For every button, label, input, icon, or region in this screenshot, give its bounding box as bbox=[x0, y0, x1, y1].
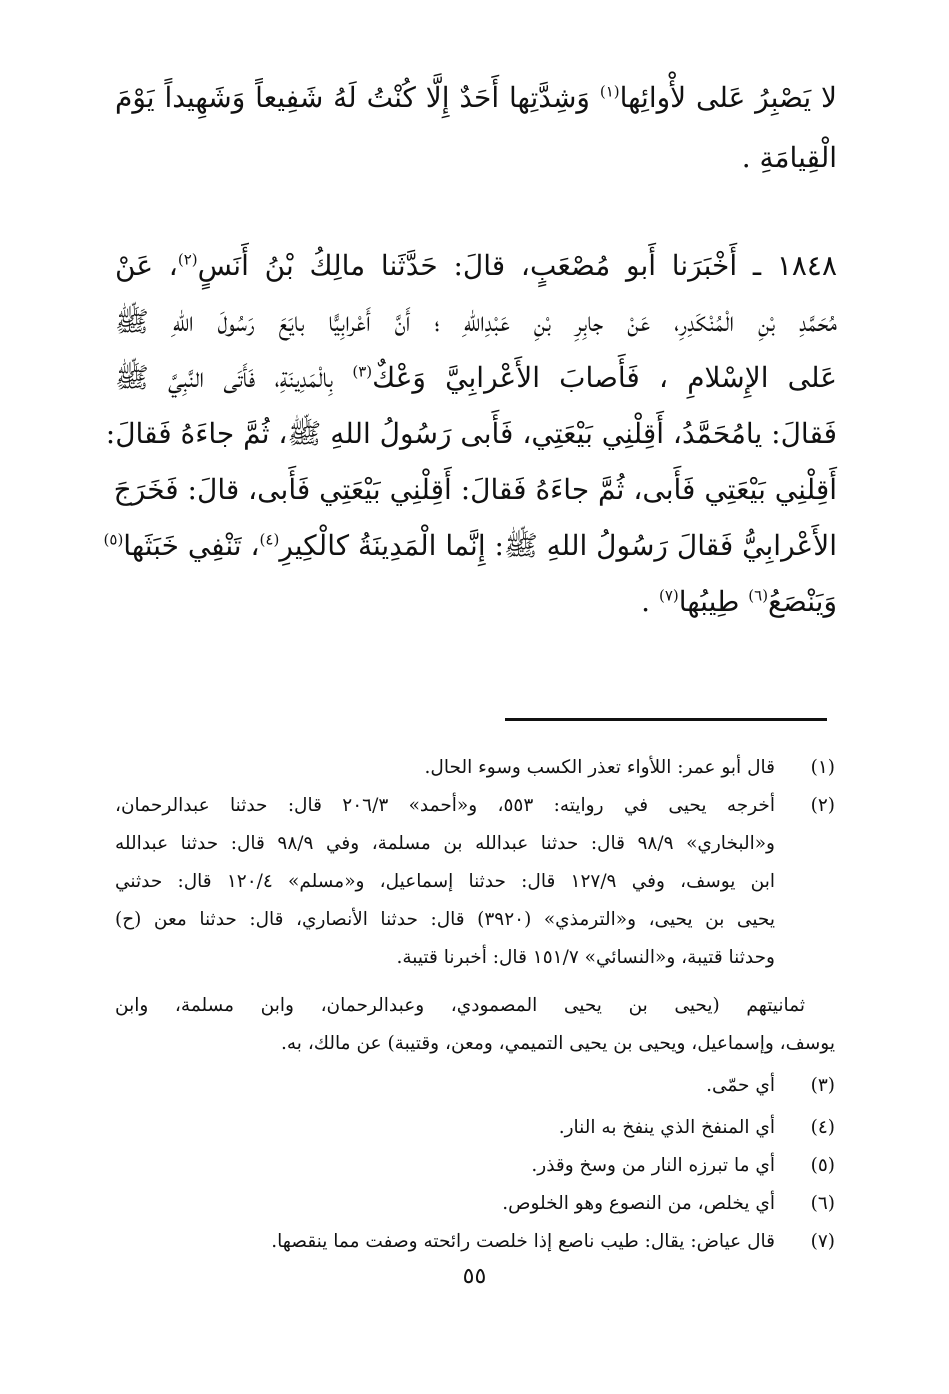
footnote-text: قال أبو عمر: اللأواء تعذر الكسب وسوء الحال. bbox=[424, 757, 775, 778]
text-segment: وَيَنْصَعُ bbox=[768, 585, 837, 618]
text-segment: الْقِيامَةِ . bbox=[741, 141, 837, 174]
main-text-line bbox=[115, 130, 837, 186]
footnote-text-line: ابن يوسف، وفي ١٢٧/٩ قال: حدثنا إسماعيل، و«مسلم» ١٢٠/٤ قال: حدثني bbox=[115, 871, 775, 892]
hadith-line bbox=[115, 350, 837, 406]
hadith-line bbox=[115, 462, 837, 518]
text-segment: أَقِلْنِي بَيْعَتِي فَأَبى، ثُمَّ جاءَهُ فَقالَ: أَقِلْنِي بَيْعَتِي فَأَبى، قالَ: فَخَرَجَ bbox=[113, 473, 837, 506]
footnote-text-line: ثمانيتهم (يحيى بن يحيى المصمودي، وعبدالرحمان، وابن مسلمة، وابن bbox=[115, 995, 805, 1016]
footnote-text: أخرجه يحيى في روايته: ٥٥٣، و«أحمد» ٢٠٦/٣ قال: حدثنا عبدالرحمان، bbox=[115, 795, 775, 816]
hadith-line bbox=[103, 518, 837, 574]
footnote-text-line: و«البخاري» ٩٨/٩ قال: حدثنا عبدالله بن مسلمة، وفي ٩٨/٩ قال: حدثنا عبدالله bbox=[115, 833, 775, 854]
text-segment: لا يَصْبِرُ عَلى لأْوائِها bbox=[619, 81, 837, 114]
hadith-line bbox=[115, 574, 837, 630]
text-segment: ، عَنْ bbox=[115, 249, 178, 282]
footnote-ref[interactable]: (٥) bbox=[103, 530, 124, 549]
hadith-line bbox=[115, 238, 837, 294]
footnote-text: أي المنفخ الذي ينفخ به النار. bbox=[558, 1117, 775, 1138]
text-segment: بِالْمَدِينَةِ، فَأَتَى النَّبِيَّ ﷺ bbox=[115, 361, 334, 394]
footnote-text: قال عياض: يقال: طيب ناصع إذا خلصت رائحته وصفت مما ينقصها. bbox=[271, 1231, 775, 1252]
footnote-number: (٧) bbox=[810, 1231, 835, 1252]
footnote-number: (٤) bbox=[810, 1117, 835, 1138]
hadith-line bbox=[105, 406, 837, 462]
footnote-number: (٢) bbox=[810, 795, 835, 816]
text-segment: مُحَمَّدِ بْنِ الْمُنْكَدِرِ، عَنْ جابِرِ بْنِ عَبْدِاللهِ ؛ أَنَّ أَعْرابِيًّا بايَعَ رَسُولَ اللهِ ﷺ bbox=[115, 305, 837, 338]
footnote-text-line: وحدثنا قتيبة، و«النسائي» ١٥١/٧ قال: أخبرنا قتيبة. bbox=[396, 947, 775, 968]
page-number: ٥٥ bbox=[462, 1264, 487, 1289]
hadith-number-and-chain: ١٨٤٨ ـ أَخْبَرَنا أَبو مُصْعَبٍ، قالَ: حَدَّثَنا مالِكُ بْنُ أَنَسٍ bbox=[197, 249, 837, 282]
footnote-number: (٥) bbox=[810, 1155, 835, 1176]
footnote-ref[interactable]: (٤) bbox=[259, 530, 280, 549]
footnote-text: أي حمّى. bbox=[706, 1075, 775, 1096]
footnote-ref[interactable]: (١) bbox=[599, 82, 620, 101]
footnote-ref[interactable]: (٧) bbox=[658, 586, 679, 605]
footnote-text-line: يحيى بن يحيى، و«الترمذي» (٣٩٢٠) قال: حدثنا الأنصاري، قال: حدثنا معن (ح) bbox=[115, 909, 775, 930]
text-segment: عَلى الإِسْلامِ ، فَأَصابَ الأَعْرابِيَّ وَعْكٌ bbox=[372, 361, 837, 394]
footnote-number: (٣) bbox=[810, 1075, 835, 1096]
footnote-ref[interactable]: (٦) bbox=[748, 586, 769, 605]
text-segment: وَشِدَّتِها أَحَدٌ إِلَّا كُنْتُ لَهُ شَفِيعاً وَشَهِيداً يَوْمَ bbox=[115, 81, 590, 114]
footnote-text-line: يوسف، وإسماعيل، ويحيى بن يحيى التميمي، ومعن، وقتيبة) عن مالك، به. bbox=[280, 1033, 835, 1054]
footnote-number: (٦) bbox=[810, 1193, 835, 1214]
footnote-ref[interactable]: (٢) bbox=[177, 250, 198, 269]
hadith-line bbox=[115, 294, 837, 350]
footnote-text: أي يخلص، من النصوع وهو الخلوص. bbox=[502, 1193, 775, 1214]
main-text-line bbox=[115, 70, 837, 126]
text-segment: ، تَنْفِي خَبَثَها bbox=[123, 529, 260, 562]
footnote-number: (١) bbox=[810, 757, 835, 778]
text-segment: الأَعْرابِيُّ فَقالَ رَسُولُ اللهِ ﷺ: إِنَّما الْمَدِينَةُ كالْكِيرِ bbox=[279, 529, 837, 562]
footnote-ref[interactable]: (٣) bbox=[352, 362, 373, 381]
text-segment: فَقالَ: يامُحَمَّدُ، أَقِلْنِي بَيْعَتِي، فَأَبى رَسُولُ اللهِ ﷺ، ثُمَّ جاءَهُ فَقالَ: bbox=[105, 417, 837, 450]
footnote-text: أي ما تبرزه النار من وسخ وقذر. bbox=[531, 1155, 775, 1176]
footnote-separator bbox=[505, 718, 827, 721]
text-segment: طِيبُها bbox=[678, 585, 740, 618]
text-segment: . bbox=[641, 585, 651, 618]
